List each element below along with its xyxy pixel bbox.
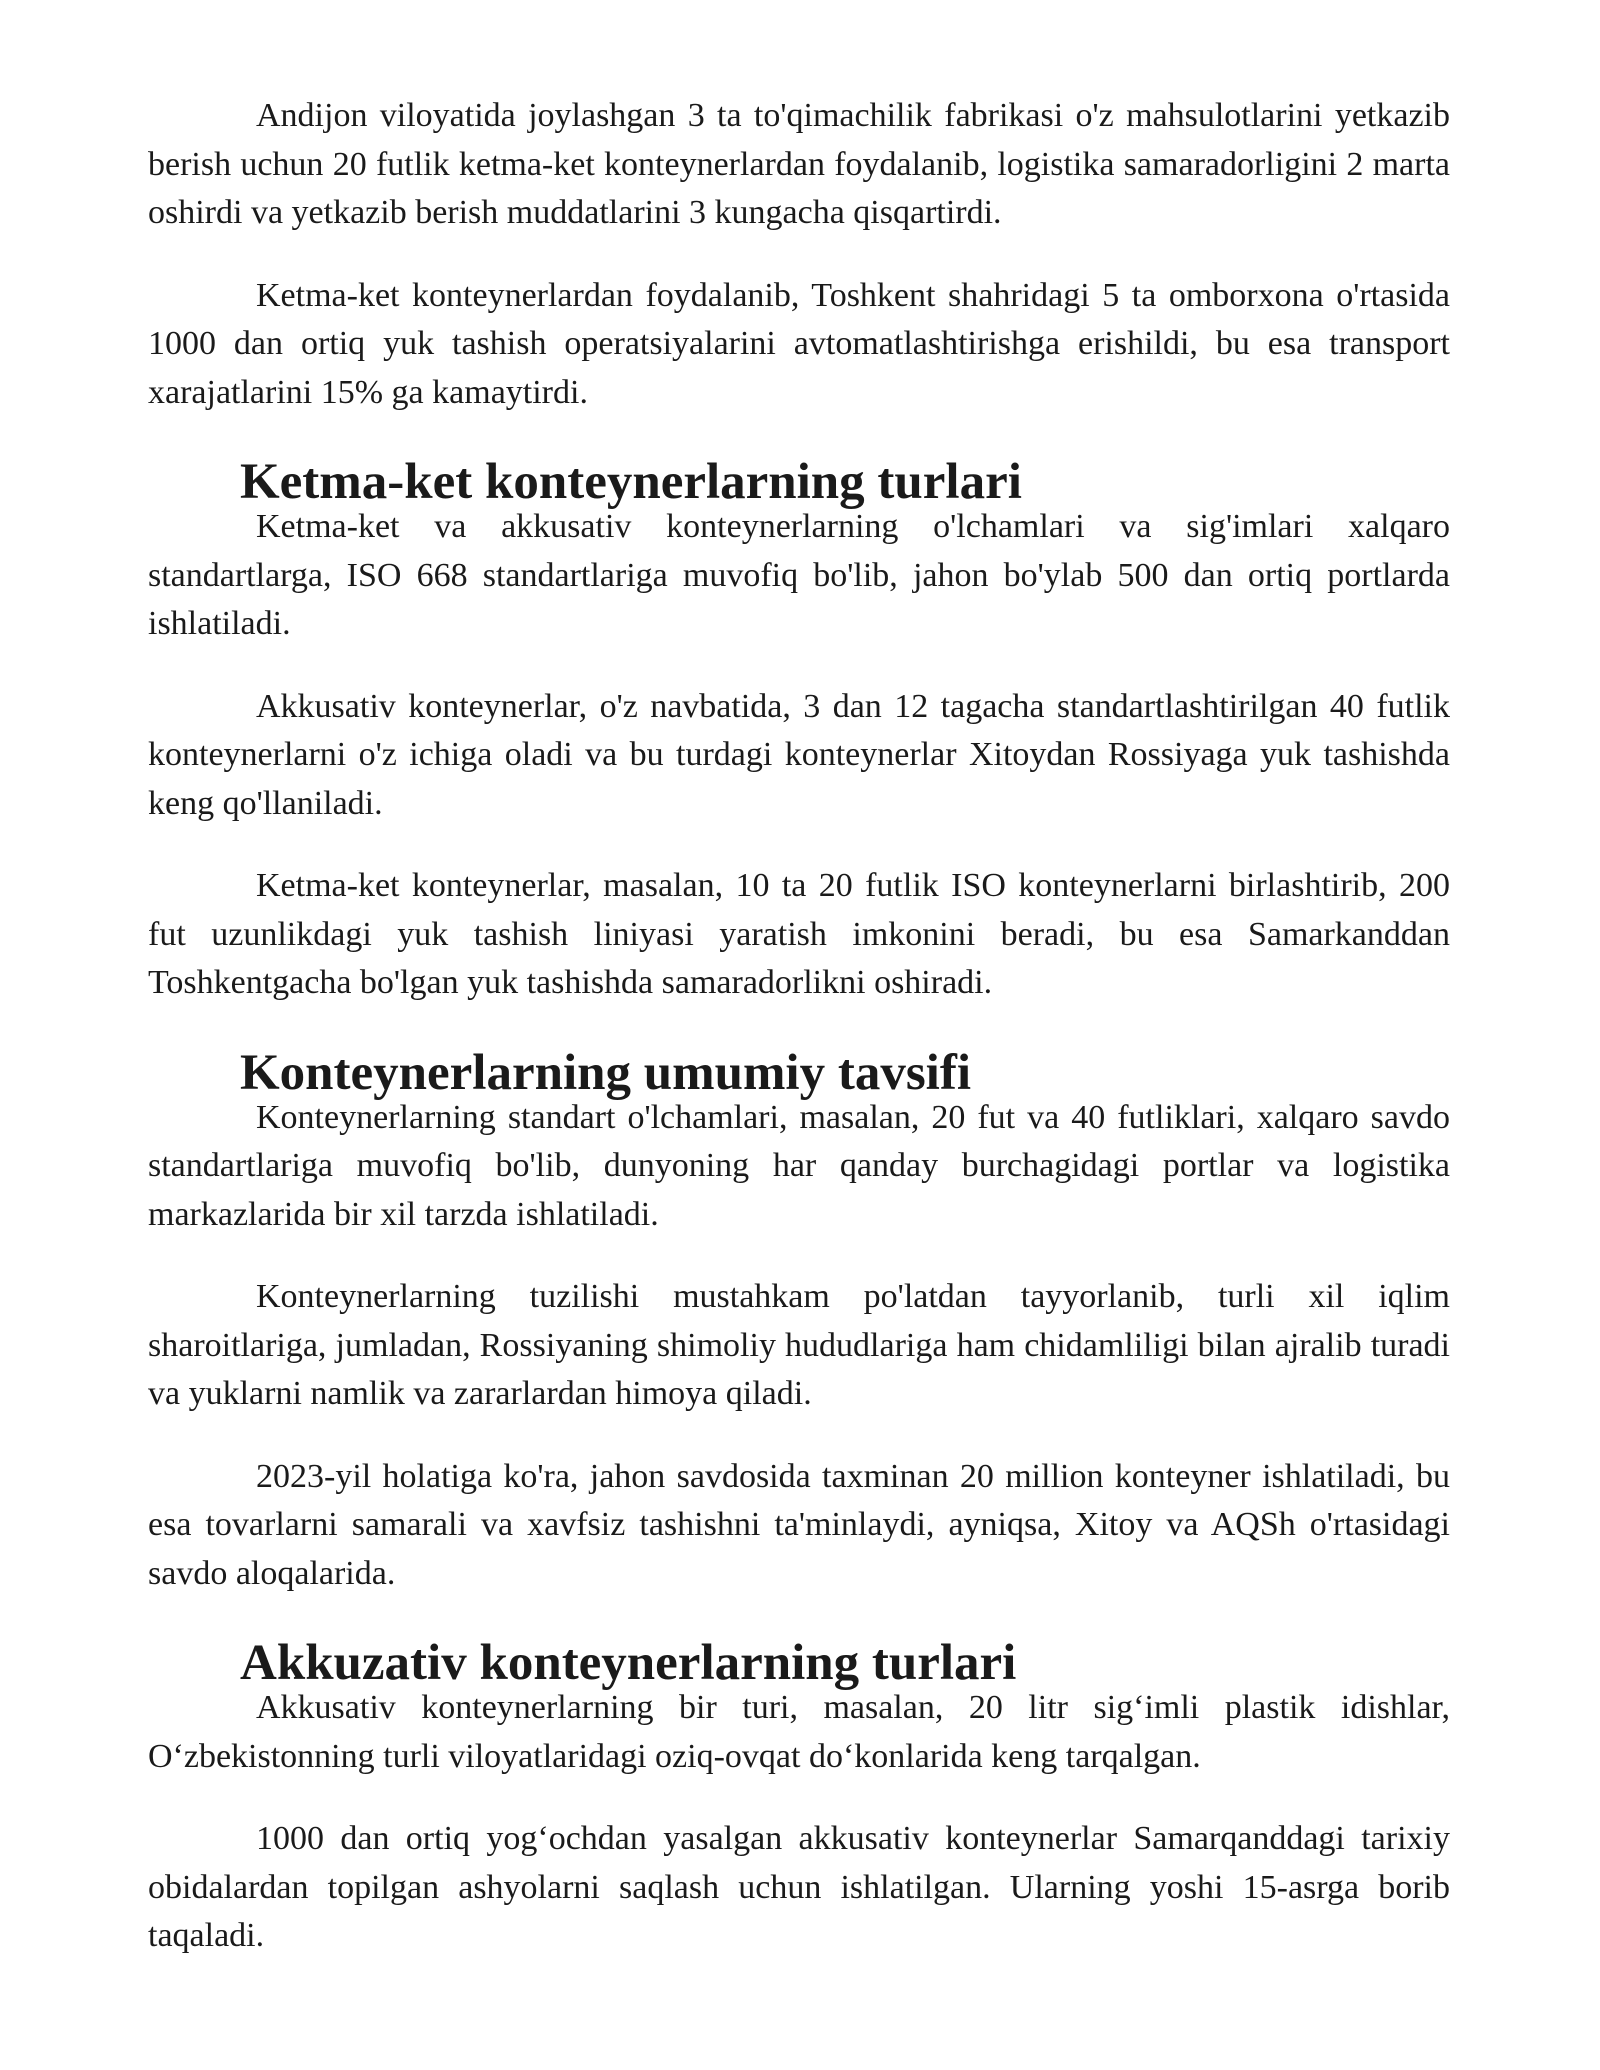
intro-paragraph-1: Andijon viloyatida joylashgan 3 ta to'qimachilik fabrikasi o'z mahsulotlarini yetkazib berish uchun 20 futlik ketma-ket konteynerlardan foydalanib, logistika samaradorligini 2 marta oshirdi va yetkazib berish muddatlarini 3 kungacha qisqartirdi. <box>148 97 1450 231</box>
section-paragraph: Ketma-ket konteynerlar, masalan, 10 ta 20 futlik ISO konteynerlarni birlashtirib, 200 fut uzunlikdagi yuk tashish liniyasi yaratish imkonini beradi, bu esa Samarkanddan Toshkentgacha bo'lgan yuk tashishda samaradorlikni oshiradi. <box>148 867 1450 1001</box>
section-akkuzativ-turlari <box>148 1635 1450 1961</box>
section-paragraph: Akkusativ konteynerlarning bir turi, masalan, 20 litr sig‘imli plastik idishlar, O‘zbekistonning turli viloyatlaridagi oziq-ovqat do‘konlarida keng tarqalgan. <box>148 1689 1450 1775</box>
section-paragraph: 1000 dan ortiq yog‘ochdan yasalgan akkusativ konteynerlar Samarqanddagi tarixiy obidalardan topilgan ashyolarni saqlash uchun ishlatilgan. Ularning yoshi 15-asrga borib taqaladi. <box>148 1820 1450 1954</box>
section-heading: Akkuzativ konteynerlarning turlari <box>240 1635 1017 1691</box>
section-paragraph: Akkusativ konteynerlar, o'z navbatida, 3 dan 12 tagacha standartlashtirilgan 40 futlik konteynerlarni o'z ichiga oladi va bu turdagi konteynerlar Xitoydan Rossiyaga yuk tashishda keng qo'llaniladi. <box>148 687 1450 822</box>
section-paragraph: Ketma-ket va akkusativ konteynerlarning o'lchamlari va sig'imlari xalqaro standartlarga, ISO 668 standartlariga muvofiq bo'lib, jahon bo'ylab 500 dan ortiq portlarda ishlatiladi. <box>148 508 1450 642</box>
document-page <box>148 92 1450 1995</box>
section-ketma-ket-turlari <box>148 454 1450 1008</box>
section-paragraph: Konteynerlarning standart o'lchamlari, masalan, 20 fut va 40 futliklari, xalqaro savdo standartlariga muvofiq bo'lib, dunyoning har qanday burchagidagi portlar va logistika markazlarida bir xil tarzda ishlatiladi. <box>148 1098 1450 1233</box>
section-paragraph: Konteynerlarning tuzilishi mustahkam po'latdan tayyorlanib, turli xil iqlim sharoitlariga, jumladan, Rossiyaning shimoliy hududlariga ham chidamliligi bilan ajralib turadi va yuklarni namlik va zararlardan himoya qiladi. <box>148 1278 1450 1412</box>
section-heading: Ketma-ket konteynerlarning turlari <box>240 454 1022 510</box>
section-heading: Konteynerlarning umumiy tavsifi <box>240 1044 972 1101</box>
section-umumiy-tavsifi <box>148 1044 1450 1599</box>
intro-paragraph-2: Ketma-ket konteynerlardan foydalanib, Toshkent shahridagi 5 ta omborxona o'rtasida 1000 dan ortiq yuk tashish operatsiyalarini avtomatlashtirishga erishildi, bu esa transport xarajatlarini 15% ga kamaytirdi. <box>148 276 1450 411</box>
section-paragraph: 2023-yil holatiga ko'ra, jahon savdosida taxminan 20 million konteyner ishlatiladi, bu esa tovarlarni samarali va xavfsiz tashishni ta'minlaydi, ayniqsa, Xitoy va AQSh o'rtasidagi savdo aloqalarida. <box>148 1457 1450 1592</box>
